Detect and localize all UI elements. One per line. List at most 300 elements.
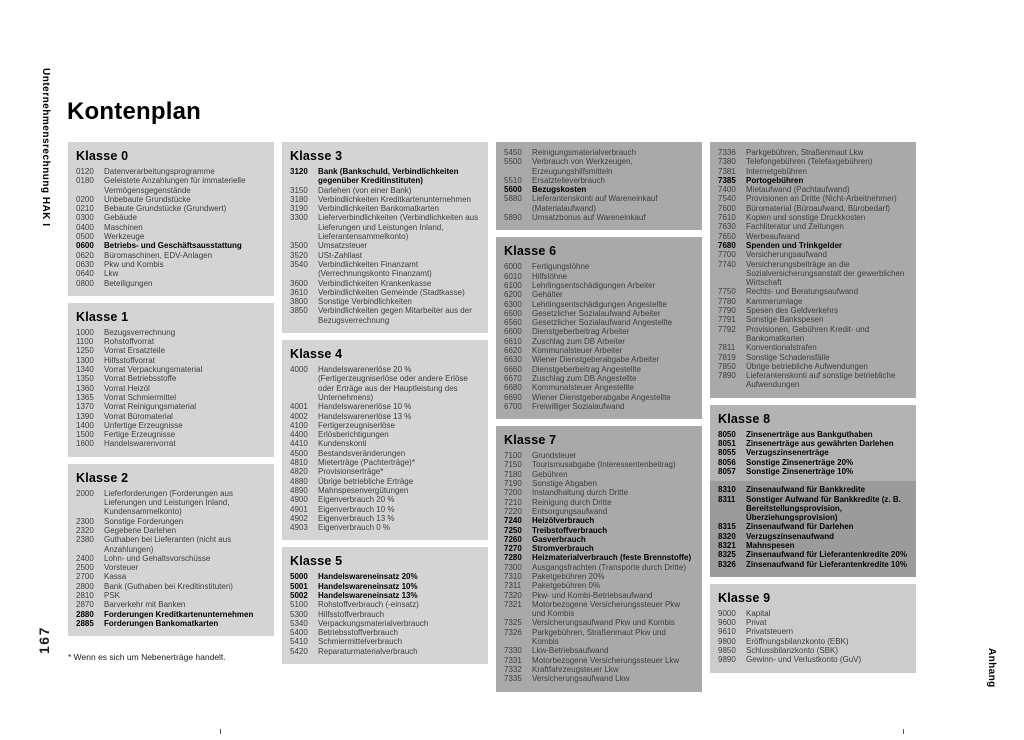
account-name: Spenden und Trinkgelder [746,240,843,250]
class-box [710,405,916,577]
account-name: Fertigungslöhne [532,262,590,272]
account-name: Lohn- und Gehaltsvorschüsse [104,553,211,563]
account-code: 6670 [504,373,522,383]
account-code: 5410 [290,637,308,647]
account-name: Übrige betriebliche Erträge [318,476,414,486]
account-code: 6100 [504,280,522,290]
account-row [290,306,480,325]
account-code: 0400 [76,222,94,232]
class-section [68,303,274,457]
account-code: 7325 [504,618,522,628]
account-name: Eigenverbrauch 10 % [318,504,395,514]
crop-mark [220,729,221,734]
account-name: Kraftfahrzeugsteuer Lkw [532,664,619,674]
account-row [718,204,908,213]
account-row [718,485,908,494]
account-name: Privatsteuern [746,627,794,637]
account-name: Bezugskosten [532,185,587,195]
account-name: Motorbezogene Versicherungssteuer Lkw [532,655,680,665]
account-code: 1500 [76,430,94,440]
account-code: 4000 [290,365,308,375]
account-name: Büromaschinen, EDV-Anlagen [104,250,213,260]
account-row [76,204,266,213]
account-row [290,167,480,186]
account-code: 3150 [290,185,308,195]
class-section [282,547,488,664]
account-column [710,142,916,692]
account-code: 2400 [76,553,94,563]
account-code: 4001 [290,402,308,412]
account-row [504,327,694,336]
account-row [718,618,908,627]
account-name: Gesetzlicher Sozialaufwand Arbeiter [532,308,661,318]
account-name: Bank (Bankschuld, Verbindlichkeiten gegenüber Kreditinstituten) [318,167,459,186]
account-name: Handelswareneinsatz 13% [318,590,418,600]
account-name: Gebäude [104,213,137,223]
account-name: Spesen des Geldverkehrs [746,306,839,316]
account-name: Verbrauch von Werkzeugen, Erzeugungshilfsmitteln [532,157,633,176]
account-name: Vorrat Verpackungsmaterial [104,365,203,375]
account-row [290,591,480,600]
account-name: Dienstgeberbeitrag Arbeiter [532,327,630,337]
account-row [718,353,908,362]
account-name: Provisionserträge* [318,467,384,477]
account-code: 2800 [76,581,94,591]
account-name: Unbebaute Grundstücke [104,194,191,204]
account-code: 7332 [504,664,522,674]
class-heading: Klasse 2 [76,470,129,485]
account-code: 6630 [504,355,522,365]
account-code: 7100 [504,451,522,461]
account-name: Verbindlichkeiten gegen Mitarbeiter aus der Bezugsverrechnung [318,306,472,325]
account-code: 4810 [290,458,308,468]
account-row [76,439,266,448]
account-code: 5450 [504,148,522,157]
account-row [718,222,908,231]
account-name: Lehrlingsentschädigungen Arbeiter [532,280,656,290]
account-row [504,337,694,346]
class-section [496,237,702,419]
account-name: Ersatzteileverbrauch [532,175,605,185]
account-code: 3800 [290,297,308,307]
class-section [68,142,274,296]
account-row [504,365,694,374]
account-name: Verpackungsmaterialverbrauch [318,618,429,628]
account-name: Gasverbrauch [532,534,586,544]
account-row [76,535,266,554]
account-code: 3540 [290,259,308,269]
account-name: Handelswarenvorrat [104,439,176,449]
account-code: 0800 [76,278,94,288]
account-name: Übrige betriebliche Aufwendungen [746,361,868,371]
account-code: 0210 [76,204,94,214]
account-row [718,148,908,157]
account-code: 7650 [718,231,736,241]
account-row [504,572,694,581]
account-name: Handelswarenerlöse 13 % [318,411,412,421]
account-row [290,610,480,619]
account-row [504,488,694,497]
account-row [718,495,908,523]
account-name: Sonstige Verbindlichkeiten [318,297,412,307]
account-row [504,176,694,185]
account-name: Pkw- und Kombi-Betriebsaufwand [532,590,653,600]
account-code: 8320 [718,531,736,541]
account-code: 2885 [76,618,94,628]
account-code: 4902 [290,513,308,523]
account-code: 2300 [76,516,94,526]
account-name: Eigenverbrauch 20 % [318,495,395,505]
columns [68,142,916,692]
account-row [76,176,266,195]
account-name: Barverkehr mit Banken [104,600,186,610]
account-row [504,581,694,590]
account-name: Instandhaltung durch Dritte [532,488,629,498]
account-name: Werbeaufwand [746,231,800,241]
account-name: Zuschlag zum DB Arbeiter [532,336,625,346]
account-code: 6500 [504,308,522,318]
account-name: Mieterträge (Pachterträge)* [318,458,415,468]
account-row [290,628,480,637]
account-name: Bebaute Grundstücke (Grundwert) [104,204,227,214]
account-code: 0500 [76,232,94,242]
account-row [76,563,266,572]
account-name: Sonstige Bankspesen [746,315,824,325]
account-row [504,318,694,327]
account-row [76,374,266,383]
account-name: Rohstoffverbrauch (-einsatz) [318,600,419,610]
account-name: Betriebsstoffverbrauch [318,628,398,638]
class-heading: Klasse 3 [290,149,343,163]
account-code: 6610 [504,336,522,346]
account-name: Reparaturmaterialverbrauch [318,646,418,656]
account-name: Treibstoffverbrauch [532,525,608,535]
account-row [290,251,480,260]
account-code: 6010 [504,271,522,281]
account-code: 6000 [504,262,522,272]
account-name: Werkzeuge [104,232,145,242]
account-name: Tourismusabgabe (Interessentenbeitrag) [532,460,676,470]
account-name: Kammerumlage [746,296,803,306]
account-row [504,600,694,619]
account-name: Dienstgeberbeitrag Angestellte [532,364,641,374]
account-name: Eigenverbrauch 13 % [318,513,395,523]
account-row [76,402,266,411]
account-row [290,514,480,523]
account-row [290,186,480,195]
account-row [504,374,694,383]
account-name: Lieferantenskonti auf Wareneinkauf (Materialaufwand) [532,194,658,213]
account-code: 3180 [290,194,308,204]
account-row [76,241,266,250]
account-name: Vorsteuer [104,563,139,573]
account-name: Gehälter [532,290,563,300]
account-code: 7610 [718,213,736,223]
account-name: Maschinen [104,222,143,232]
class-box [710,584,916,673]
account-code: 3520 [290,250,308,260]
account-code: 4901 [290,504,308,514]
account-row [718,297,908,306]
class-box [496,142,702,230]
account-code: 1300 [76,355,94,365]
account-row [290,204,480,213]
account-row [718,467,908,476]
account-row [504,194,694,213]
class-box [496,426,702,691]
account-name: Bestandsveränderungen [318,448,406,458]
account-row [504,290,694,299]
account-name: Verbindlichkeiten Finanzamt (Verrechnungskonto Finanzamt) [318,259,432,279]
account-code: 6680 [504,383,522,393]
account-row [290,241,480,250]
account-name: Kapital [746,608,771,618]
account-name: Hilfsstoffverbrauch [318,609,385,619]
account-row [504,591,694,600]
account-code: 7190 [504,479,522,489]
account-name: Fertige Erzeugnisse [104,430,176,440]
account-row [290,619,480,628]
account-row [290,288,480,297]
account-row [504,674,694,683]
account-code: 7260 [504,534,522,544]
account-name: Provisionen, Gebühren Kredit- und Bankomatkarten [746,324,870,343]
account-code: 0630 [76,259,94,269]
account-row [76,356,266,365]
account-column [68,142,274,692]
account-code: 7300 [504,562,522,572]
account-row [290,505,480,514]
account-name: Provisionen an Dritte (Nicht-Arbeitnehmer) [746,194,897,204]
account-code: 7600 [718,203,736,213]
account-code: 3850 [290,306,308,316]
account-row [76,232,266,241]
account-row [290,449,480,458]
account-name: Lieferverbindlichkeiten (Verbindlichkeiten aus Lieferungen und Leistungen Inland, Lieferantensammelkonto) [318,213,479,242]
account-name: Grundsteuer [532,451,577,461]
account-row [718,362,908,371]
account-name: Versicherungsaufwand Lkw [532,674,630,684]
account-row [504,185,694,194]
account-code: 3600 [290,278,308,288]
account-code: 7400 [718,185,736,195]
account-code: 7311 [504,581,522,591]
account-name: Heizölverbrauch [532,516,595,526]
account-row [290,297,480,306]
account-row [504,628,694,647]
account-row [76,384,266,393]
class-heading: Klasse 0 [76,149,129,163]
class-section [710,481,916,577]
account-code: 5002 [290,590,308,600]
account-name: Kopien und sonstige Druckkosten [746,213,866,223]
account-name: Handelswareneinsatz 20% [318,572,418,582]
account-row [718,287,908,296]
class-box [282,547,488,664]
class-box [68,464,274,636]
account-name: Zinsenerträge aus gewährten Darlehen [746,439,894,449]
account-name: Motorbezogene Versicherungssteuer Pkw und Kombis [532,599,681,619]
account-code: 1100 [76,337,94,347]
account-name: Entsorgungsaufwand [532,506,608,516]
account-code: 4002 [290,411,308,421]
account-code: 7792 [718,324,736,334]
account-column [496,142,702,692]
account-row [76,365,266,374]
account-code: 4410 [290,439,308,449]
account-name: Sonstige Abgaben [532,479,597,489]
account-name: Gesetzlicher Sozialaufwand Angestellte [532,318,673,328]
account-code: 4100 [290,420,308,430]
account-code: 2880 [76,609,94,619]
account-name: Kommunalsteuer Angestellte [532,383,634,393]
account-name: Vorrat Ersatzteile [104,346,165,356]
account-row [718,167,908,176]
account-name: Sonstige Zinsenerträge 20% [746,457,854,467]
account-row [718,430,908,439]
account-row [290,495,480,504]
account-name: Wiener Dienstgeberabgabe Arbeiter [532,355,660,365]
account-row [504,272,694,281]
account-name: Erlösberichtigungen [318,430,389,440]
account-code: 8315 [718,522,736,532]
account-code: 7280 [504,553,522,563]
account-row [718,325,908,344]
account-name: Vorrat Büromaterial [104,411,173,421]
account-name: Zinsenaufwand für Lieferantenkredite 10% [746,559,907,569]
account-row [718,241,908,250]
account-name: Lkw-Betriebsaufwand [532,646,609,656]
account-name: Verbindlichkeiten Krankenkasse [318,278,432,288]
account-code: 7540 [718,194,736,204]
account-name: Vorrat Schmiermittel [104,392,177,402]
account-name: Paketgebühren 20% [532,571,605,581]
account-row [718,371,908,390]
account-name: USt-Zahllast [318,250,363,260]
account-row [290,647,480,656]
account-name: Handelswareneinsatz 10% [318,581,418,591]
account-name: Bezugsverrechnung [104,327,176,337]
account-code: 1370 [76,402,94,412]
account-row [504,618,694,627]
account-code: 5500 [504,157,522,167]
account-row [504,656,694,665]
account-name: Paketgebühren 0% [532,581,601,591]
account-row [290,402,480,411]
account-row [290,486,480,495]
margin-label-left: Unternehmensrechnung HAK I [40,68,51,227]
account-name: Forderungen Kreditkartenunternehmen [104,609,254,619]
account-row [290,279,480,288]
account-name: Lkw [104,269,119,279]
account-code: 7381 [718,166,736,176]
account-row [718,315,908,324]
account-code: 4400 [290,430,308,440]
account-code: 1350 [76,374,94,384]
account-code: 8311 [718,494,736,504]
account-name: Konventionalstrafen [746,343,817,353]
class-box [710,142,916,398]
account-row [290,523,480,532]
account-code: 6660 [504,364,522,374]
account-code: 7385 [718,175,736,185]
account-code: 4890 [290,485,308,495]
footnote: * Wenn es sich um Nebenerträge handelt. [68,652,226,662]
crop-mark [903,729,904,734]
account-name: Reinigungsmaterialverbrauch [532,148,637,157]
page-number: 167 [36,626,52,654]
account-code: 0600 [76,241,94,251]
account-name: Verzugszinsenerträge [746,448,829,458]
account-name: Telefongebühren (Telefaxgebühren) [746,157,873,167]
account-row [290,365,480,402]
account-name: Verzugszinsenaufwand [746,531,835,541]
account-code: 8056 [718,457,736,467]
account-row [504,451,694,460]
account-row [76,517,266,526]
account-code: 2500 [76,563,94,573]
account-row [76,269,266,278]
account-row [504,646,694,655]
account-name: Sonstige Forderungen [104,516,184,526]
account-code: 5300 [290,609,308,619]
account-code: 8055 [718,448,736,458]
account-row [504,470,694,479]
account-row [718,306,908,315]
account-code: 7700 [718,250,736,260]
account-row [718,522,908,531]
account-name: Schlussbilanzkonto (SBK) [746,646,839,656]
account-row [718,213,908,222]
account-name: Stromverbrauch [532,544,594,554]
account-row [718,458,908,467]
account-row [504,148,694,157]
account-code: 7330 [504,646,522,656]
class-heading: Klasse 5 [290,554,343,569]
account-row [718,194,908,203]
account-name: Eröffnungsbilanzkonto (EBK) [746,636,849,646]
account-row [290,637,480,646]
account-name: Privat [746,618,767,628]
account-row [504,460,694,469]
account-name: Vorrat Reinigungsmaterial [104,402,197,412]
account-row [76,572,266,581]
account-row [76,393,266,402]
class-heading: Klasse 1 [76,309,129,324]
account-code: 7850 [718,361,736,371]
account-name: Verbindlichkeiten Kreditkartenunternehmen [318,194,471,204]
account-code: 7680 [718,240,736,250]
account-row [718,609,908,618]
account-name: Unfertige Erzeugnisse [104,420,183,430]
account-row [76,526,266,535]
account-row [290,213,480,241]
account-code: 8057 [718,466,736,476]
account-name: Kommunalsteuer Arbeiter [532,346,623,356]
account-row [290,600,480,609]
account-row [76,412,266,421]
account-code: 7250 [504,525,522,535]
account-code: 7320 [504,590,522,600]
account-row [504,300,694,309]
class-section [68,464,274,636]
account-name: Internetgebühren [746,166,807,176]
account-row [76,279,266,288]
account-code: 4820 [290,467,308,477]
account-name: Verbindlichkeiten Bankomatkarten [318,204,439,214]
account-row [290,439,480,448]
account-code: 2000 [76,488,94,498]
